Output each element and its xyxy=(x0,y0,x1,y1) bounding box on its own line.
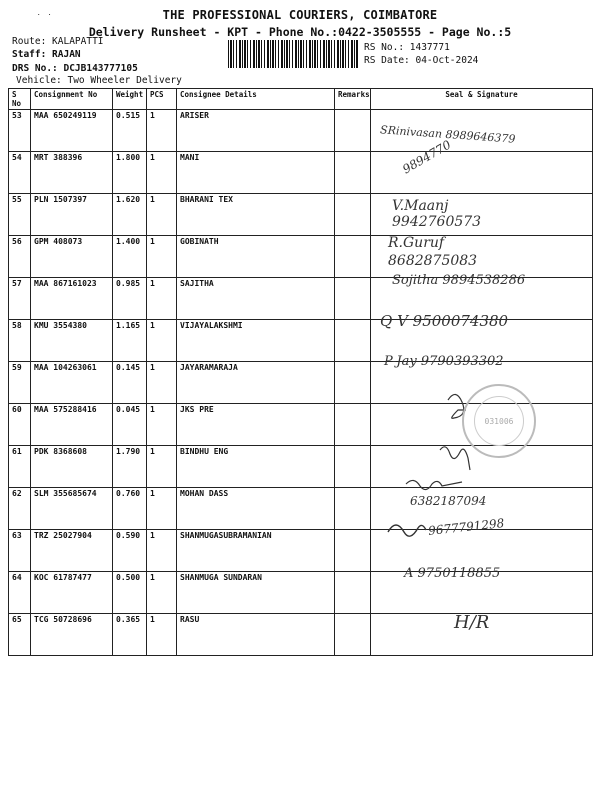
drs-number: DRS No.: DCJB143777105 xyxy=(12,63,138,74)
row-consignment: TCG 50728696 xyxy=(31,614,113,656)
signature-6: Q V 9500074380 xyxy=(380,312,509,330)
row-sno: 58 xyxy=(9,320,31,362)
row-weight: 0.045 xyxy=(113,404,147,446)
signature-2: 9894770 xyxy=(400,137,454,177)
row-weight: 0.145 xyxy=(113,362,147,404)
row-sno: 63 xyxy=(9,530,31,572)
row-consignee: GOBINATH xyxy=(177,236,335,278)
row-pcs: 1 xyxy=(147,614,177,656)
col-consignee: Consignee Details xyxy=(177,89,335,110)
runsheet-subtitle: Delivery Runsheet - KPT - Phone No.:0422-3505555 - Page No.:5 xyxy=(88,25,512,39)
row-pcs: 1 xyxy=(147,572,177,614)
row-sno: 64 xyxy=(9,572,31,614)
rs-number: RS No.: 1437771 xyxy=(364,42,450,53)
row-consignee: JKS PRE xyxy=(177,404,335,446)
row-weight: 0.590 xyxy=(113,530,147,572)
row-consignee: RASU xyxy=(177,614,335,656)
row-consignment: MRT 388396 xyxy=(31,152,113,194)
route-label: Route: KALAPATTI xyxy=(12,36,104,47)
row-consignee: MANI xyxy=(177,152,335,194)
row-pcs: 1 xyxy=(147,530,177,572)
row-pcs: 1 xyxy=(147,194,177,236)
row-consignee: BINDHU ENG xyxy=(177,446,335,488)
vehicle-label: Vehicle: Two Wheeler Delivery xyxy=(16,75,182,86)
row-weight: 0.515 xyxy=(113,110,147,152)
signature-3: V.Maanj 9942760573 xyxy=(392,198,482,230)
row-weight: 0.985 xyxy=(113,278,147,320)
row-consignee: SHANMUGASUBRAMANIAN xyxy=(177,530,335,572)
top-mark: ˙ ˙ xyxy=(36,14,53,24)
row-weight: 1.400 xyxy=(113,236,147,278)
row-consignee: SAJITHA xyxy=(177,278,335,320)
col-weight: Weight xyxy=(113,89,147,110)
row-pcs: 1 xyxy=(147,488,177,530)
scribble-61 xyxy=(440,447,470,470)
row-consignment: MAA 104263061 xyxy=(31,362,113,404)
col-remarks: Remarks xyxy=(335,89,371,110)
row-consignee: JAYARAMARAJA xyxy=(177,362,335,404)
row-weight: 0.500 xyxy=(113,572,147,614)
signature-5: Sojitha 9894538286 xyxy=(392,273,526,288)
row-sno: 65 xyxy=(9,614,31,656)
row-pcs: 1 xyxy=(147,236,177,278)
row-pcs: 1 xyxy=(147,110,177,152)
row-pcs: 1 xyxy=(147,404,177,446)
scribble-63 xyxy=(388,525,426,536)
row-consignee: ARISER xyxy=(177,110,335,152)
scribble-62 xyxy=(406,480,462,489)
stamp-text: 031006 xyxy=(484,416,514,426)
staff-label: Staff: RAJAN xyxy=(12,49,81,60)
row-consignment: PDK 8368608 xyxy=(31,446,113,488)
row-pcs: 1 xyxy=(147,446,177,488)
row-consignee: MOHAN DASS xyxy=(177,488,335,530)
row-weight: 1.790 xyxy=(113,446,147,488)
row-consignment: SLM 355685674 xyxy=(31,488,113,530)
row-pcs: 1 xyxy=(147,278,177,320)
row-sno: 56 xyxy=(9,236,31,278)
col-sno: S No xyxy=(9,89,31,110)
signature-7: P-Jay 9790393302 xyxy=(384,354,504,369)
row-sno: 61 xyxy=(9,446,31,488)
row-pcs: 1 xyxy=(147,152,177,194)
signature-4: R.Guruf 8682875083 xyxy=(388,235,478,269)
row-sno: 57 xyxy=(9,278,31,320)
row-consignment: TRZ 25027904 xyxy=(31,530,113,572)
row-consignee: SHANMUGA SUNDARAN xyxy=(177,572,335,614)
row-consignee: BHARANI TEX xyxy=(177,194,335,236)
row-sno: 62 xyxy=(9,488,31,530)
row-sno: 54 xyxy=(9,152,31,194)
col-signature: Seal & Signature xyxy=(371,89,593,110)
row-pcs: 1 xyxy=(147,320,177,362)
row-sno: 59 xyxy=(9,362,31,404)
col-pcs: PCS xyxy=(147,89,177,110)
row-sno: 53 xyxy=(9,110,31,152)
row-weight: 1.800 xyxy=(113,152,147,194)
signature-11: 6382187094 xyxy=(410,494,487,508)
row-consignment: PLN 1507397 xyxy=(31,194,113,236)
signature-1: SRinivasan 8989646379 xyxy=(379,123,516,146)
row-sno: 55 xyxy=(9,194,31,236)
col-consignment: Consignment No xyxy=(31,89,113,110)
row-consignment: MAA 575288416 xyxy=(31,404,113,446)
row-consignment: MAA 867161023 xyxy=(31,278,113,320)
rs-date: RS Date: 04-Oct-2024 xyxy=(364,55,479,66)
signature-10: H/R xyxy=(454,612,490,633)
row-consignment: GPM 408073 xyxy=(31,236,113,278)
company-stamp xyxy=(462,384,536,458)
row-consignment: KOC 61787477 xyxy=(31,572,113,614)
row-weight: 0.760 xyxy=(113,488,147,530)
row-weight: 0.365 xyxy=(113,614,147,656)
signature-8: 9677791298 xyxy=(427,516,505,538)
signature-9: A 9750118855 xyxy=(404,566,501,581)
company-title: THE PROFESSIONAL COURIERS, COIMBATORE xyxy=(162,8,438,22)
row-consignment: KMU 3554380 xyxy=(31,320,113,362)
row-pcs: 1 xyxy=(147,362,177,404)
row-weight: 1.165 xyxy=(113,320,147,362)
row-consignee: VIJAYALAKSHMI xyxy=(177,320,335,362)
row-sno: 60 xyxy=(9,404,31,446)
row-consignment: MAA 650249119 xyxy=(31,110,113,152)
row-weight: 1.620 xyxy=(113,194,147,236)
